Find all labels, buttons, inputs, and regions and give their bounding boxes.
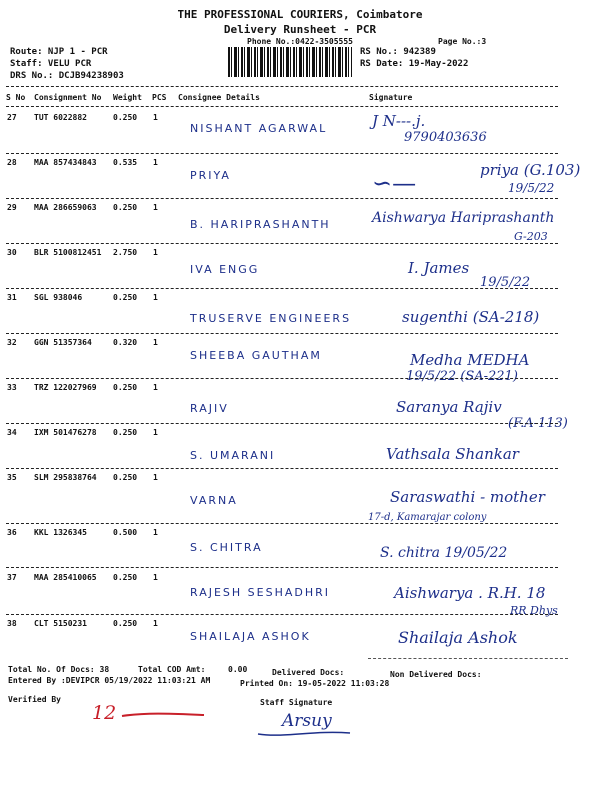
row-sno: 33	[7, 383, 17, 392]
row-divider	[6, 614, 558, 615]
row-weight: 0.320	[113, 338, 138, 347]
staff-signature-label: Staff Signature	[260, 698, 333, 707]
rs-number: RS No.: 942389	[360, 47, 436, 57]
row-weight: 0.250	[113, 473, 138, 482]
row-consignee: RAJIV	[190, 402, 229, 415]
row-weight: 0.250	[113, 619, 138, 628]
table-row	[0, 290, 600, 335]
row-signature: Shailaja Ashok	[398, 628, 518, 647]
row-consignee: S. UMARANI	[190, 449, 276, 462]
row-weight: 0.250	[113, 203, 138, 212]
row-pcs: 1	[153, 248, 158, 257]
printed-on: Printed On: 19-05-2022 11:03:28	[240, 679, 390, 688]
table-row	[0, 335, 600, 384]
header-rule-top	[6, 86, 558, 87]
col-signature: Signature	[369, 93, 413, 102]
row-consignment: GGN 51357364	[34, 338, 92, 347]
col-pcs: PCS	[152, 93, 167, 102]
verified-count: 12	[92, 702, 117, 724]
row-divider	[6, 288, 558, 289]
row-pcs: 1	[153, 203, 158, 212]
col-consignee: Consignee Details	[178, 93, 260, 102]
table-row	[0, 425, 600, 470]
row-pcs: 1	[153, 528, 158, 537]
row-pcs: 1	[153, 473, 158, 482]
row-divider	[6, 153, 558, 154]
row-signature: S. chitra 19/05/22	[380, 545, 508, 561]
row-pcs: 1	[153, 338, 158, 347]
row-divider	[6, 468, 558, 469]
row-weight: 0.250	[113, 428, 138, 437]
row-divider	[6, 243, 558, 244]
page-number: Page No.:3	[438, 37, 487, 46]
row-weight: 0.500	[113, 528, 138, 537]
table-row	[0, 525, 600, 570]
row-consignment: MAA 285410065	[34, 573, 97, 582]
row-pcs: 1	[153, 383, 158, 392]
row-weight: 0.535	[113, 158, 138, 167]
row-signature-note: 19/5/22 (SA-221)	[406, 369, 518, 384]
signature-scrawl: ∽—	[372, 169, 417, 197]
row-sno: 37	[7, 573, 17, 582]
row-consignee: PRIYA	[190, 169, 231, 182]
row-signature-note: (F.A-113)	[508, 416, 568, 431]
row-sno: 30	[7, 248, 17, 257]
row-signature-note: G-203	[514, 230, 548, 243]
row-weight: 0.250	[113, 383, 138, 392]
company-name: THE PROFESSIONAL COURIERS, Coimbatore	[177, 8, 423, 21]
row-consignment: KKL 1326345	[34, 528, 87, 537]
row-pcs: 1	[153, 619, 158, 628]
row-divider	[6, 198, 558, 199]
col-sno: S No	[6, 93, 26, 102]
row-consignee: B. HARIPRASHANTH	[190, 218, 331, 231]
staff-signature-mark: Arsuy	[282, 711, 332, 731]
row-divider	[6, 523, 558, 524]
row-consignee: SHAILAJA ASHOK	[190, 630, 311, 643]
row-signature: priya (G.103)	[480, 161, 581, 179]
row-signature-note: 9790403636	[404, 130, 487, 145]
table-row	[0, 245, 600, 290]
table-row	[0, 616, 600, 661]
staff-signature-underline	[254, 728, 354, 740]
total-cod-value: 0.00	[228, 665, 248, 674]
row-divider	[6, 333, 558, 334]
table-row	[0, 380, 600, 431]
total-cod-label: Total COD Amt:	[138, 665, 206, 674]
barcode	[228, 47, 352, 77]
row-divider	[6, 378, 558, 379]
row-signature-note: 19/5/22	[480, 275, 531, 290]
verified-by-label: Verified By	[8, 695, 61, 704]
row-sno: 36	[7, 528, 17, 537]
row-signature: I. James	[408, 259, 470, 277]
drs-number: DRS No.: DCJB94238903	[10, 71, 124, 81]
row-consignee: NISHANT AGARWAL	[190, 122, 328, 135]
row-signature-note: 17-d, Kamarajar colony	[368, 512, 487, 523]
row-signature-note: RR Dhys	[510, 604, 558, 617]
row-signature-note: 19/5/22	[508, 181, 555, 195]
row-pcs: 1	[153, 573, 158, 582]
row-signature: Medha MEDHA	[410, 351, 530, 369]
row-signature: Aishwarya Hariprashanth	[372, 210, 555, 226]
row-signature: Saranya Rajiv	[396, 398, 502, 416]
row-consignment: MAA 857434843	[34, 158, 97, 167]
row-signature: Aishwarya . R.H. 18	[394, 584, 546, 602]
row-consignee: TRUSERVE ENGINEERS	[190, 312, 352, 325]
row-consignment: IXM 501476278	[34, 428, 97, 437]
verified-stroke	[118, 706, 208, 720]
row-sno: 35	[7, 473, 17, 482]
row-consignment: SGL 938046	[34, 293, 83, 302]
row-consignment: SLM 295838764	[34, 473, 97, 482]
row-consignment: TUT 6022882	[34, 113, 87, 122]
table-row	[0, 570, 600, 615]
row-consignment: CLT 5150231	[34, 619, 87, 628]
row-pcs: 1	[153, 113, 158, 122]
row-consignee: RAJESH SESHADHRI	[190, 586, 331, 599]
row-sno: 27	[7, 113, 17, 122]
row-consignee: VARNA	[190, 494, 238, 507]
row-consignment: BLR 5100812451	[34, 248, 102, 257]
row-pcs: 1	[153, 293, 158, 302]
row-consignment: MAA 286659063	[34, 203, 97, 212]
rs-date: RS Date: 19-May-2022	[360, 59, 469, 69]
staff: Staff: VELU PCR	[10, 59, 92, 69]
table-row	[0, 200, 600, 245]
row-consignee: S. CHITRA	[190, 541, 263, 554]
row-weight: 0.250	[113, 293, 138, 302]
row-sno: 29	[7, 203, 17, 212]
col-consignment: Consignment No	[34, 93, 102, 102]
route: Route: NJP 1 - PCR	[10, 47, 108, 57]
row-signature: J N---.j.	[372, 112, 426, 130]
row-sno: 38	[7, 619, 17, 628]
row-weight: 2.750	[113, 248, 138, 257]
row-signature: sugenthi (SA-218)	[402, 308, 540, 326]
row-divider	[6, 567, 558, 568]
entered-by: Entered By :DEVIPCR 05/19/2022 11:03:21 AM	[8, 676, 211, 685]
row-weight: 0.250	[113, 113, 138, 122]
runsheet-title: Delivery Runsheet - PCR	[223, 23, 377, 36]
table-row	[0, 110, 600, 155]
delivered-docs: Delivered Docs:	[272, 668, 345, 677]
row-pcs: 1	[153, 428, 158, 437]
row-pcs: 1	[153, 158, 158, 167]
row-sno: 31	[7, 293, 17, 302]
non-delivered-docs: Non Delivered Docs:	[390, 670, 482, 679]
row-weight: 0.250	[113, 573, 138, 582]
phone-number: Phone No.:0422-3505555	[247, 37, 353, 46]
row-divider	[6, 423, 558, 424]
table-row	[0, 155, 600, 200]
table-row	[0, 470, 600, 523]
row-consignment: TRZ 122027969	[34, 383, 97, 392]
row-sno: 32	[7, 338, 17, 347]
total-docs: Total No. Of Docs: 38	[8, 665, 110, 674]
row-sno: 34	[7, 428, 17, 437]
row-consignee: SHEEBA GAUTHAM	[190, 349, 322, 362]
row-sno: 28	[7, 158, 17, 167]
row-consignee: IVA ENGG	[190, 263, 260, 276]
row-signature: Saraswathi - mother	[390, 488, 545, 506]
signature-rule	[368, 658, 568, 659]
header-rule-bottom	[6, 106, 558, 107]
row-signature: Vathsala Shankar	[386, 445, 519, 463]
col-weight: Weight	[113, 93, 142, 102]
